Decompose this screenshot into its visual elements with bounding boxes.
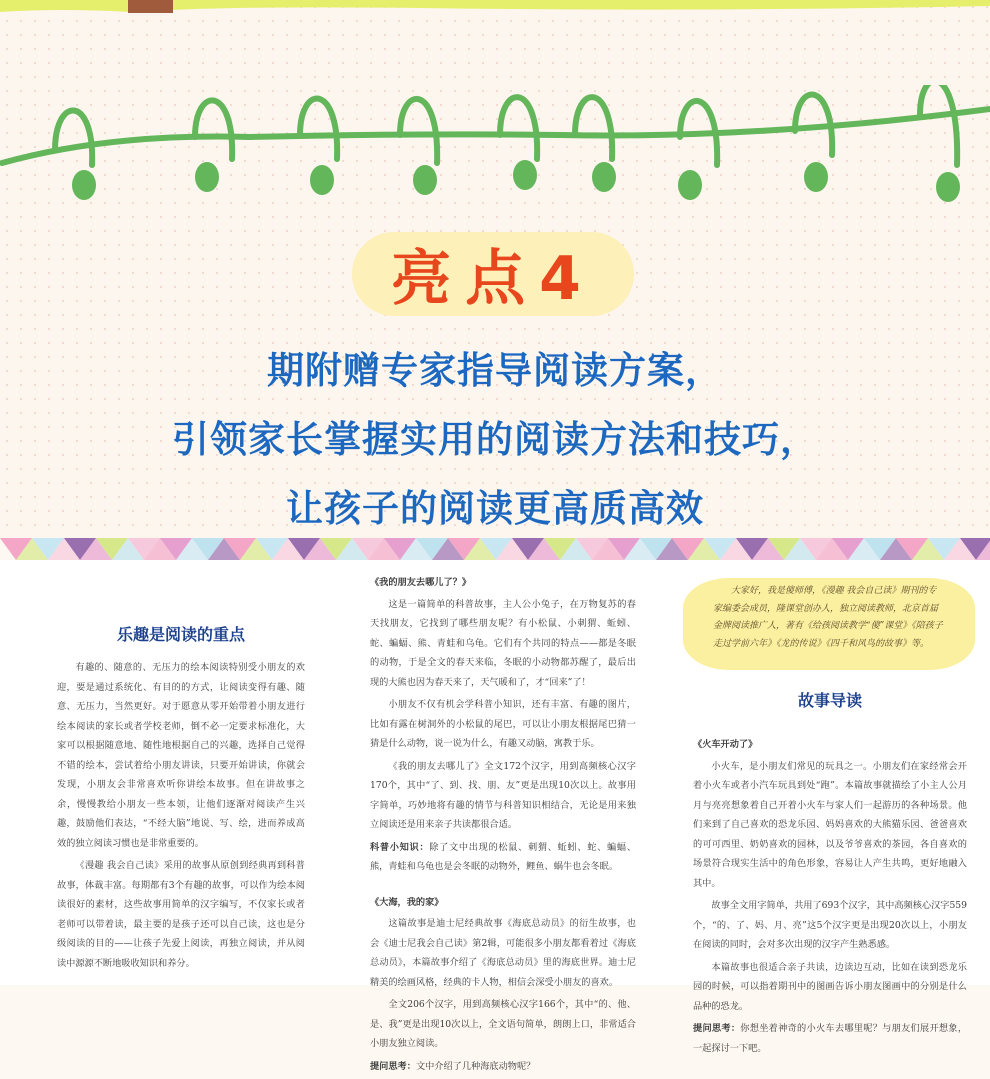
knowledge-text: 除了文中出现的松鼠、刺猬、蚯蚓、蛇、蝙蝠、熊，青蛙和乌龟也是会冬眠的动物外，鲤鱼、蜗牛也会冬眠。: [370, 841, 637, 872]
triangle-bunting-border: [0, 538, 990, 560]
middle-paragraph: 这篇故事是迪士尼经典故事《海底总动员》的衍生故事，也会《迪士尼我会自己读》第2辑，可能很多小朋友都看着过《海底总动员》，本篇故事介绍了《海底总动员》里的海底世界。迪士尼精美的绘画风格，经典的卡人物，相信会深受小朋友的喜欢。: [370, 918, 636, 988]
knowledge-tip: [370, 838, 636, 877]
middle-paragraph: 小朋友不仅有机会学科普小知识，还有丰富、有趣的图片，比如有露在树洞外的小松鼠的尾巴，可以让小朋友根据尾巴猜一猜是什么动物，说一说为什么，有趣又动脑，寓教于乐。: [370, 699, 636, 749]
question-text: 你想坐着神奇的小火车去哪里呢？与朋友们展开想象，一起探讨一下吧。: [693, 1023, 968, 1054]
left-section-title: 乐趣是阅读的重点: [116, 625, 245, 644]
right-paragraph: 小火车，是小朋友们常见的玩具之一。小朋友们在家经常会开着小火车或者小汽车玩具到处“跑”。本篇故事就描绘了小主人公月月与亮亮想象着自己开着小火车与家人们一起游历的各种场景。他们来到了自己喜欢的恐龙乐园、妈妈喜欢的大熊猫乐园、爸爸喜欢的可可西里、奶奶喜欢的园林，以及爷爷喜欢的茶园，各自喜欢的场景符合现实生活中的角色形象，容易让人产生共鸣，更好地融入其中。: [693, 760, 967, 889]
story-title: 《大海，我的家》: [370, 896, 444, 908]
question-label: 提问思考：: [693, 1023, 741, 1034]
headline-line-2: 引领家长掌握实用的阅读方法和技巧，: [172, 418, 818, 461]
headline-line-1: 期附赠专家指导阅读方案，: [267, 349, 723, 392]
question-prompt: [693, 1019, 967, 1058]
question-text: 文中介绍了几种海底动物呢？: [415, 1060, 536, 1072]
left-paragraph: 《漫趣 我会自己读》采用的故事从原创到经典再到科普故事，体裁丰富。每期都有3个有趣的故事，可以作为绘本阅读很好的素材，这些故事用简单的汉字编写，不仅家长或者老师可以带着读，最主要的是孩子还可以自己读，这也是分级阅读的目的——让孩子先爱上阅读，再独立阅读，并从阅读中源源不断地吸收知识和养分。: [57, 860, 305, 969]
story-title: 《我的朋友去哪儿了？》: [370, 577, 472, 588]
right-section-title: 故事导读: [797, 691, 862, 710]
left-column: [57, 658, 305, 976]
knowledge-label: 科普小知识：: [370, 841, 430, 853]
right-paragraph: 本篇故事也很适合亲子共读，边读边互动，比如在读到恐龙乐园的时候，可以指着期刊中的图画告诉小朋友图画中的分别是什么品种的恐龙。: [693, 961, 967, 1012]
question-label: 提问思考：: [370, 1060, 416, 1072]
middle-paragraph: 这是一篇简单的科普故事，主人公小兔子，在万物复苏的春天找朋友，它找到了哪些朋友呢？有小松鼠、小刺猬、蚯蚓、蛇、蝙蝠、熊、青蛙和乌龟。它们有个共同的特点——都是冬眠的动物，于是全文的春天来临，冬眠的小动物都苏醒了，最后出现的大熊也因为春天来了，天气暖和了，才“回来”了！: [370, 598, 636, 688]
question-prompt: [370, 1057, 636, 1077]
right-column: [693, 735, 967, 1061]
right-paragraph: 故事全文用字简单，共用了693个汉字，其中高频核心汉字559个，“的、了、妈、月、亮”这5个汉字更是出现20次以上，小朋友在阅读的同时，会对多次出现的汉字产生熟悉感。: [693, 900, 967, 950]
garland-decoration: [0, 85, 990, 215]
middle-paragraph: 全文206个汉字，用到高频核心汉字166个，其中“的、他、是、我”更是出现10次以上，全文语句简单，朗朗上口，非常适合小朋友独立阅读。: [370, 999, 636, 1049]
story-title: 《火车开动了》: [693, 739, 758, 750]
left-paragraph: 有趣的、随意的、无压力的绘本阅读特别受小朋友的欢迎，要是通过系统化、有目的的方式，让阅读变得有趣、随意、无压力，当然更好。对于愿意从零开始带着小朋友进行绘本阅读的家长或者学校老师，倒不必一定要求标准化，大家可以根据随意地、随性地根据自己的兴趣，选择自己觉得不错的绘本，尝试着给小朋友讲读，只要开始讲读，你就会发现，小朋友会非常喜欢听你讲绘本故事。但在讲故事之余，慢慢教给小朋友一些本领，让他们逐渐对阅读产生兴趣，鼓励他们表达，“不经大脑”地说、写、绘，进而养成高效的独立阅读习惯也是非常重要的。: [57, 662, 305, 849]
middle-column: [370, 573, 636, 1079]
middle-paragraph: 《我的朋友去哪儿了》全文172个汉字，用到高频核心汉字170个，其中“了、到、找、朋、友”更是出现10次以上。故事用字简单，巧妙地将有趣的情节与科普知识相结合，无论是用来独立阅读还是用来亲子共读都很合适。: [370, 760, 636, 830]
highlight-badge: 亮点4: [352, 232, 634, 316]
expert-intro-note: 大家好，我是傻师傅，《漫趣 我会自己读》期刊的专家编委会成员，隆课堂创办人，独立阅读教师，北京首届金牌阅读推广人，著有《给孩阅读教学“傻”课堂》《陪孩子走过学前六年》《龙的传说》《四千和风鸟的故事》等。: [683, 578, 975, 670]
top-decorative-strip: [0, 0, 990, 14]
headline-line-3: 让孩子的阅读更高质高效: [286, 487, 704, 530]
